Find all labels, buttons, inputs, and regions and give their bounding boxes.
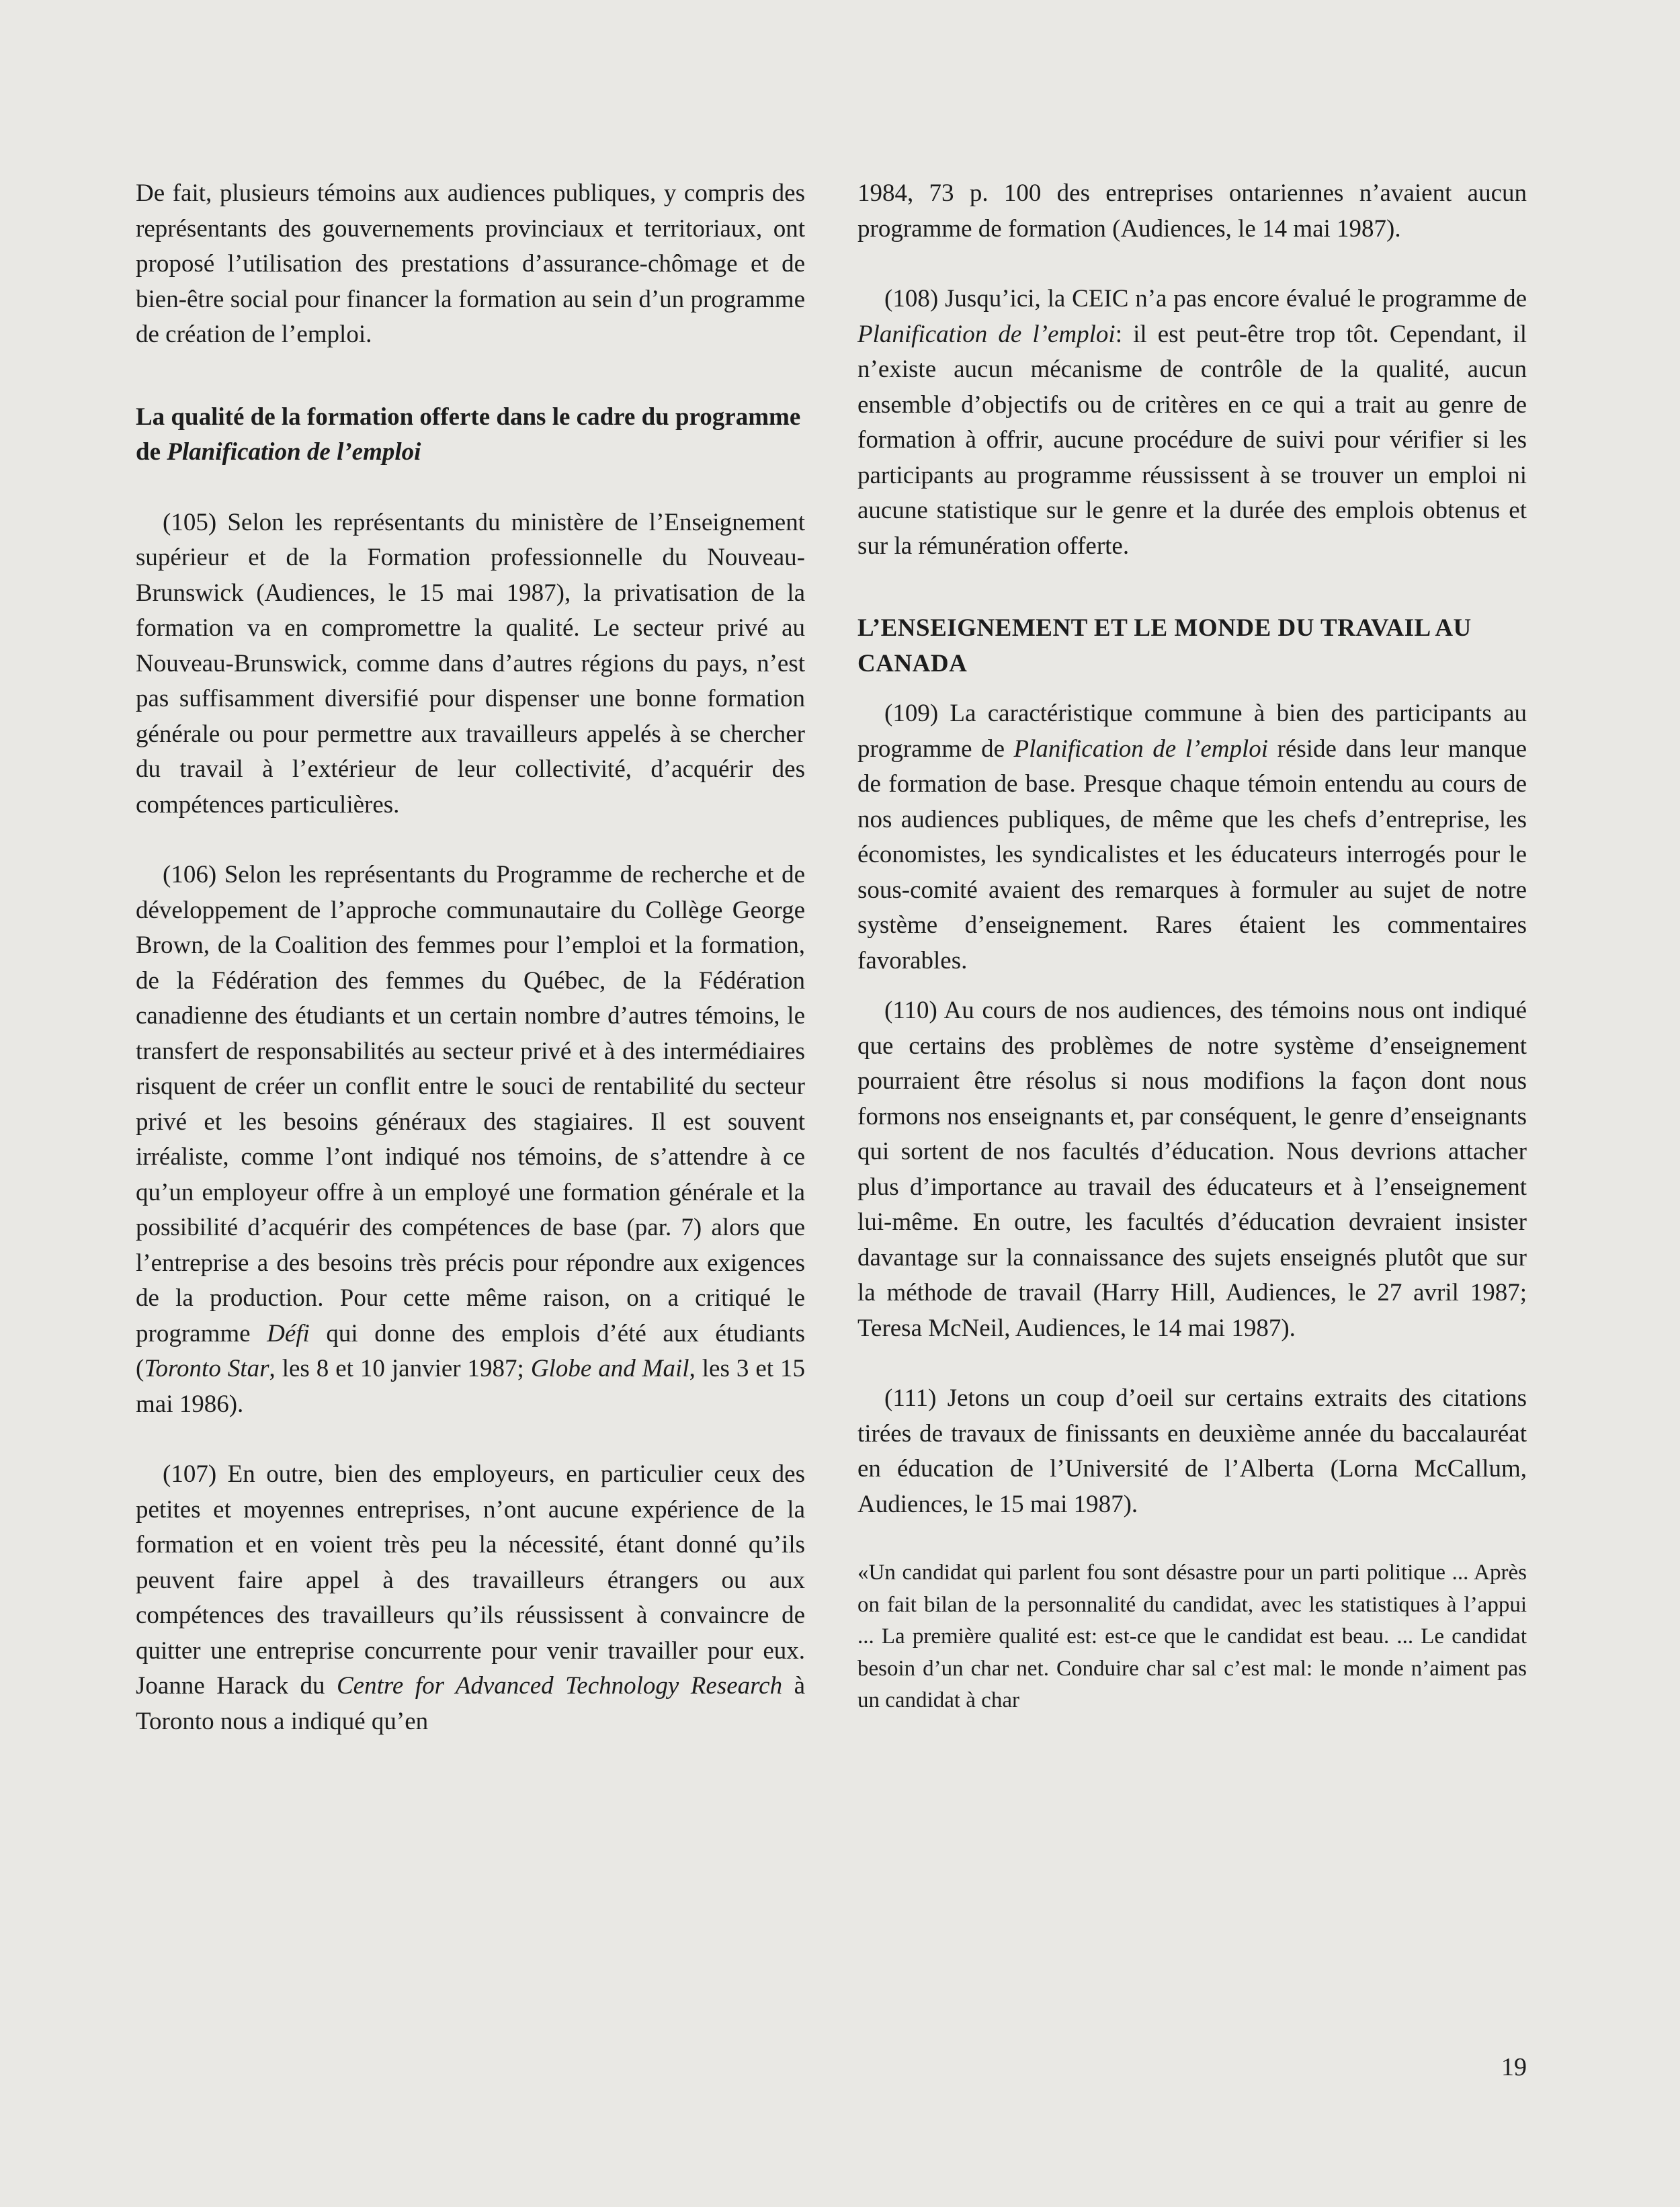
paragraph-107: (107) En outre, bien des employeurs, en particulier ceux des petites et moyennes entreprises, n’ont aucune expérience de la formation et en voient très peu la nécessité, étant donné qu’ils peuvent faire appel à des travailleurs étrangers ou aux compétences des travailleurs qu’ils réussissent à convaincre de quitter une entreprise concurrente pour venir travailler pour eux. Joanne Harack du Centre for Advanced Technology Research à Toronto nous a indiqué qu’en bbox=[136, 1460, 806, 1735]
paragraph-109: (109) La caractéristique commune à bien des participants au programme de Planification de l’emploi réside dans leur manque de formation de base. Presque chaque témoin entendu au cours de nos audiences publiques, de même que les chefs d’entreprise, les économistes, les syndicalistes et les éducateurs interrogés pour le sous-comité avaient des remarques à formuler au sujet de notre système d’enseignement. Rares étaient les commentaires favorables. bbox=[857, 700, 1527, 974]
right-column bbox=[857, 176, 1527, 1717]
paragraph-106: (106) Selon les représentants du Programme de recherche et de développement de l’approche communautaire du Collège George Brown, de la Coalition des femmes pour l’emploi et la formation, de la Fédération des femmes du Québec, de la Fédération canadienne des étudiants et un certain nombre d’autres témoins, le transfert de responsabilités au secteur privé et à des intermédiaires risquent de créer un conflit entre le souci de rentabilité du secteur privé et les besoins généraux des stagiaires. Il est souvent irréaliste, comme l’ont indiqué nos témoins, de s’attendre à ce qu’un employeur offre à un employé une formation générale et la possibilité d’acquérir des compétences de base (par. 7) alors que l’entreprise a des besoins très précis pour répondre aux exigences de la production. Pour cette même raison, on a critiqué le programme Défi qui donne des emplois d’été aux étudiants (Toronto Star, les 8 et 10 janvier 1987; Globe and Mail, les 3 et 15 mai 1986). bbox=[136, 861, 805, 1418]
page-number: 19 bbox=[1501, 2053, 1527, 2081]
intro-paragraph: De fait, plusieurs témoins aux audiences publiques, y compris des représentants des gouvernements provinciaux et territoriaux, ont proposé l’utilisation des prestations d’assurance-chômage et de bien-être social pour financer la formation au sein d’un programme de création de l’emploi. bbox=[136, 179, 805, 348]
paragraph-111: (111) Jetons un coup d’oeil sur certains extraits des citations tirées de travaux de finissants en deuxième année du baccalauréat en éducation de l’Université de l’Alberta (Lorna McCallum, Audiences, le 15 mai 1987). bbox=[857, 1384, 1527, 1518]
section-heading-quality: La qualité de la formation offerte dans le cadre du programme de Planification de l’emploi bbox=[136, 403, 801, 466]
paragraph-108: (108) Jusqu’ici, la CEIC n’a pas encore évalué le programme de Planification de l’emploi: il est peut-être trop tôt. Cependant, il n’existe aucun mécanisme de contrôle de la qualité, aucun ensemble d’objectifs ou de critères en ce qui a trait au genre de formation à offrir, aucune procédure de suivi pour vérifier si les participants au programme réussissent à se trouver un emploi ni aucune statistique sur le genre et la durée des emplois obtenus et sur la rémunération offerte. bbox=[857, 285, 1527, 560]
left-column bbox=[136, 176, 805, 1739]
paragraph-110: (110) Au cours de nos audiences, des témoins nous ont indiqué que certains des problèmes de notre système d’enseignement pourraient être résolus si nous modifions la façon dont nous formons nos enseignants et, par conséquent, le genre d’enseignants qui sortent de nos facultés d’éducation. Nous devrions attacher plus d’importance au travail des éducateurs et à l’enseignement lui-même. En outre, les facultés d’éducation devraient insister davantage sur la connaissance des sujets enseignés plutôt que sur la méthode de travail (Harry Hill, Audiences, le 27 avril 1987; Teresa McNeil, Audiences, le 14 mai 1987). bbox=[857, 997, 1527, 1342]
paragraph-107-continued: 1984, 73 p. 100 des entreprises ontariennes n’avaient aucun programme de formation (Audiences, le 14 mai 1987). bbox=[857, 179, 1527, 243]
quote-text: «Un candidat qui parlent fou sont désastre pour un parti politique ... Après on fait bilan de la personnalité du candidat, avec les statistiques à l’appui ... La première qualité est: est-ce que le candidat est beau. ... Le candidat besoin d’un char net. Conduire char sal c’est mal: le monde n’aiment pas un candidat à char bbox=[857, 1560, 1527, 1712]
student-quote bbox=[857, 1557, 1527, 1717]
section-heading-education: L’ENSEIGNEMENT ET LE MONDE DU TRAVAIL AU CANADA bbox=[857, 614, 1472, 677]
paragraph-105: (105) Selon les représentants du ministère de l’Enseignement supérieur et de la Formation professionnelle du Nouveau-Brunswick (Audiences, le 15 mai 1987), la privatisation de la formation va en compromettre la qualité. Le secteur privé au Nouveau-Brunswick, comme dans d’autres régions du pays, n’est pas suffisamment diversifié pour dispenser une bonne formation générale ou pour permettre aux travailleurs appelés à se chercher du travail à l’extérieur de leur collectivité, d’acquérir des compétences particulières. bbox=[136, 508, 805, 819]
